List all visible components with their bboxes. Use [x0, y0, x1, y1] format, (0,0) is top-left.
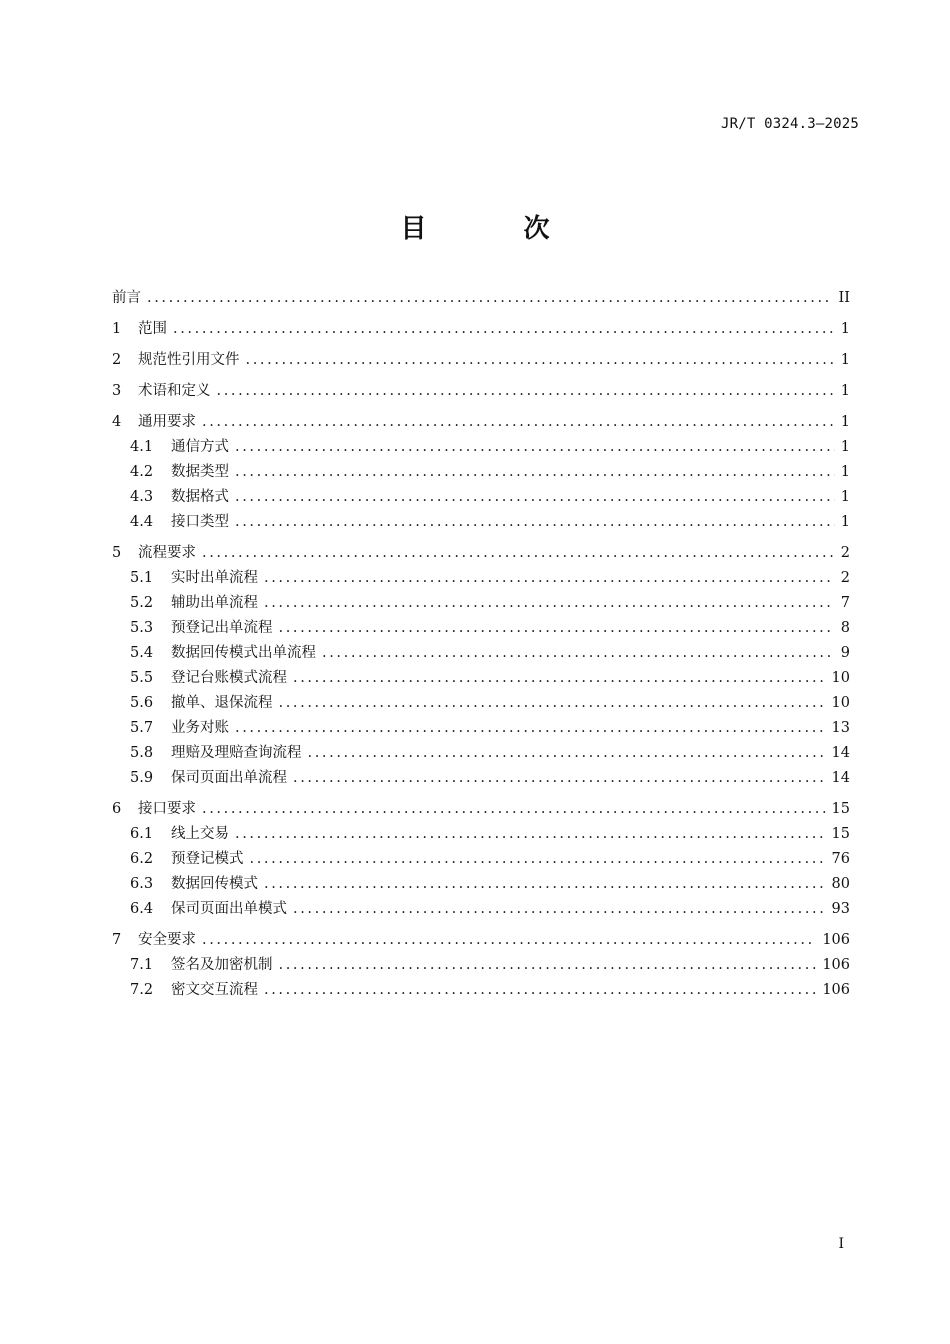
- toc-entry-number: 1: [112, 321, 122, 337]
- toc-entry-label: 预登记模式: [171, 851, 244, 867]
- toc-entry-page: 14: [831, 770, 850, 786]
- toc-entry-label: 数据回传模式出单流程: [171, 645, 316, 661]
- toc-entry-page: 9: [840, 645, 850, 661]
- toc-entry[interactable]: [112, 641, 850, 666]
- toc-dot-leader: [202, 410, 835, 435]
- toc-entry[interactable]: [112, 872, 850, 897]
- table-of-contents: [112, 286, 850, 1003]
- toc-entry-page: 1: [840, 383, 850, 399]
- toc-entry-page: II: [838, 290, 850, 306]
- toc-entry-page: 8: [840, 620, 850, 636]
- toc-entry[interactable]: [112, 928, 850, 953]
- toc-entry-number: 3: [112, 383, 122, 399]
- toc-entry-number: 6.1: [130, 826, 154, 842]
- toc-entry[interactable]: [112, 953, 850, 978]
- toc-entry-number: 4.2: [130, 464, 154, 480]
- toc-entry-label: 理赔及理赔查询流程: [171, 745, 302, 761]
- toc-dot-leader: [279, 616, 835, 641]
- toc-entry-page: 1: [840, 514, 850, 530]
- toc-entry[interactable]: [112, 616, 850, 641]
- toc-dot-leader: [235, 485, 835, 510]
- toc-entry[interactable]: [112, 566, 850, 591]
- toc-entry[interactable]: [112, 822, 850, 847]
- document-code: JR/T 0324.3—2025: [720, 116, 859, 132]
- toc-dot-leader: [202, 797, 826, 822]
- toc-entry[interactable]: [112, 410, 850, 435]
- toc-entry-number: 5.4: [130, 645, 154, 661]
- toc-entry-number: 5.6: [130, 695, 154, 711]
- toc-entry[interactable]: [112, 317, 850, 342]
- toc-entry-label: 数据回传模式: [171, 876, 258, 892]
- toc-entry-label: 密文交互流程: [171, 982, 258, 998]
- toc-dot-leader: [235, 716, 826, 741]
- toc-entry[interactable]: [112, 978, 850, 1003]
- toc-entry-label: 保司页面出单流程: [171, 770, 287, 786]
- toc-entry-number: 5.9: [130, 770, 154, 786]
- toc-entry-label: 数据格式: [171, 489, 229, 505]
- toc-entry-label: 撤单、退保流程: [171, 695, 273, 711]
- toc-dot-leader: [202, 541, 835, 566]
- toc-entry[interactable]: [112, 348, 850, 373]
- toc-dot-leader: [279, 953, 817, 978]
- toc-entry-label: 术语和定义: [138, 383, 211, 399]
- toc-entry[interactable]: [112, 666, 850, 691]
- toc-entry-page: 14: [831, 745, 850, 761]
- toc-entry-page: 1: [840, 439, 850, 455]
- toc-entry-label: 数据类型: [171, 464, 229, 480]
- toc-entry-label: 签名及加密机制: [171, 957, 273, 973]
- toc-entry-number: 7.2: [130, 982, 154, 998]
- toc-entry[interactable]: [112, 460, 850, 485]
- toc-entry-number: 4: [112, 414, 122, 430]
- toc-entry-page: 15: [831, 801, 850, 817]
- toc-entry-label: 通信方式: [171, 439, 229, 455]
- toc-entry[interactable]: [112, 847, 850, 872]
- toc-entry-number: 4.3: [130, 489, 154, 505]
- toc-entry-number: 5.1: [130, 570, 154, 586]
- toc-entry-label: 流程要求: [138, 545, 196, 561]
- toc-entry-page: 80: [831, 876, 850, 892]
- toc-entry-page: 1: [840, 321, 850, 337]
- toc-entry-page: 76: [831, 851, 850, 867]
- toc-entry-page: 15: [831, 826, 850, 842]
- toc-entry-label: 辅助出单流程: [171, 595, 258, 611]
- toc-dot-leader: [264, 872, 826, 897]
- toc-entry-number: 6.2: [130, 851, 154, 867]
- toc-entry-label: 前言: [112, 290, 141, 306]
- page-number: I: [838, 1236, 844, 1252]
- toc-entry-label: 保司页面出单模式: [171, 901, 287, 917]
- toc-dot-leader: [293, 766, 826, 791]
- toc-entry-page: 13: [831, 720, 850, 736]
- toc-entry-page: 2: [840, 545, 850, 561]
- toc-entry-page: 106: [822, 932, 850, 948]
- toc-entry-page: 10: [831, 670, 850, 686]
- toc-entry-page: 10: [831, 695, 850, 711]
- toc-entry[interactable]: [112, 716, 850, 741]
- toc-entry-number: 5.7: [130, 720, 154, 736]
- toc-entry-page: 1: [840, 464, 850, 480]
- toc-entry-label: 实时出单流程: [171, 570, 258, 586]
- toc-dot-leader: [322, 641, 835, 666]
- toc-dot-leader: [202, 928, 816, 953]
- toc-entry-label: 安全要求: [138, 932, 196, 948]
- toc-dot-leader: [293, 666, 826, 691]
- toc-entry[interactable]: [112, 691, 850, 716]
- page-title: 目 次: [400, 214, 594, 244]
- toc-dot-leader: [235, 510, 835, 535]
- toc-entry-label: 线上交易: [171, 826, 229, 842]
- toc-entry-number: 5.8: [130, 745, 154, 761]
- toc-entry[interactable]: [112, 541, 850, 566]
- toc-entry-label: 登记台账模式流程: [171, 670, 287, 686]
- toc-entry[interactable]: [112, 766, 850, 791]
- toc-entry-number: 2: [112, 352, 122, 368]
- toc-dot-leader: [217, 379, 835, 404]
- toc-entry-number: 5.5: [130, 670, 154, 686]
- toc-dot-leader: [250, 847, 826, 872]
- toc-entry-number: 7.1: [130, 957, 154, 973]
- toc-entry-number: 6: [112, 801, 122, 817]
- toc-dot-leader: [308, 741, 826, 766]
- toc-entry[interactable]: [112, 797, 850, 822]
- toc-entry-number: 5.3: [130, 620, 154, 636]
- toc-entry[interactable]: [112, 485, 850, 510]
- toc-entry[interactable]: [112, 435, 850, 460]
- toc-entry-number: 5: [112, 545, 122, 561]
- toc-entry-page: 7: [840, 595, 850, 611]
- toc-entry-label: 通用要求: [138, 414, 196, 430]
- toc-entry-page: 1: [840, 414, 850, 430]
- toc-entry-label: 规范性引用文件: [138, 352, 240, 368]
- toc-entry-label: 接口要求: [138, 801, 196, 817]
- toc-entry-number: 4.4: [130, 514, 154, 530]
- toc-entry-label: 业务对账: [171, 720, 229, 736]
- toc-entry-label: 预登记出单流程: [171, 620, 273, 636]
- toc-entry-number: 6.4: [130, 901, 154, 917]
- toc-dot-leader: [147, 286, 833, 311]
- toc-entry-label: 接口类型: [171, 514, 229, 530]
- toc-dot-leader: [173, 317, 835, 342]
- toc-entry-number: 6.3: [130, 876, 154, 892]
- toc-entry-page: 106: [822, 957, 850, 973]
- toc-entry-page: 2: [840, 570, 850, 586]
- toc-entry-page: 1: [840, 489, 850, 505]
- toc-dot-leader: [235, 822, 826, 847]
- toc-dot-leader: [264, 591, 835, 616]
- toc-dot-leader: [246, 348, 835, 373]
- toc-entry-label: 范围: [138, 321, 167, 337]
- toc-entry-page: 93: [831, 901, 850, 917]
- toc-entry[interactable]: [112, 591, 850, 616]
- toc-entry[interactable]: [112, 897, 850, 922]
- toc-entry[interactable]: [112, 286, 850, 311]
- toc-entry-page: 106: [822, 982, 850, 998]
- toc-dot-leader: [293, 897, 826, 922]
- toc-dot-leader: [264, 978, 816, 1003]
- toc-dot-leader: [235, 460, 835, 485]
- toc-entry[interactable]: [112, 379, 850, 404]
- toc-dot-leader: [279, 691, 826, 716]
- toc-entry[interactable]: [112, 741, 850, 766]
- toc-entry-number: 4.1: [130, 439, 154, 455]
- toc-entry-number: 7: [112, 932, 122, 948]
- toc-dot-leader: [235, 435, 835, 460]
- toc-entry-page: 1: [840, 352, 850, 368]
- toc-dot-leader: [264, 566, 835, 591]
- toc-entry[interactable]: [112, 510, 850, 535]
- toc-entry-number: 5.2: [130, 595, 154, 611]
